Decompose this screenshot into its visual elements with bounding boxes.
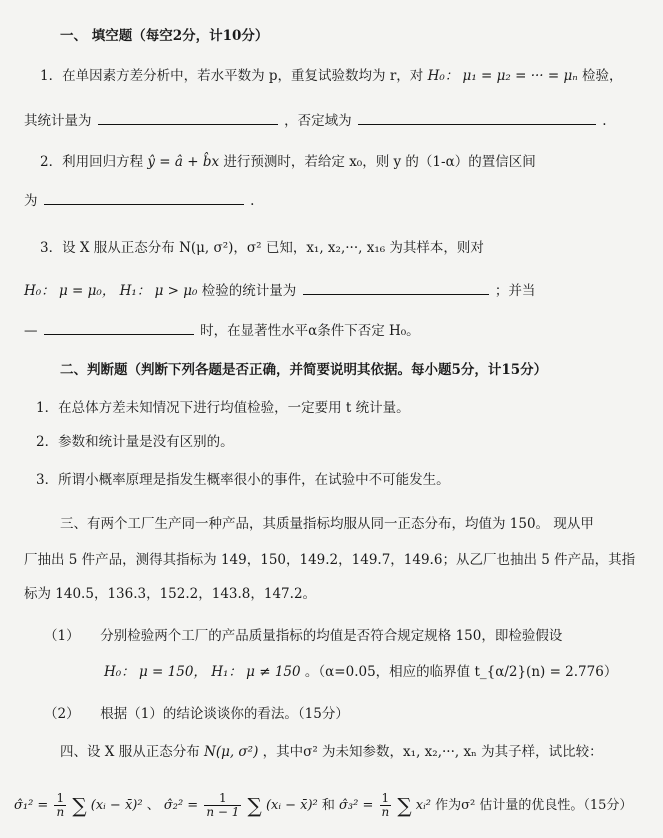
s4-line-1: [60, 742, 645, 762]
estimator-sep-1: 、: [146, 798, 160, 813]
section-2-heading: 二、判断题（判断下列各题是否正确，并简要说明其依据。每小题5分，计15分）: [60, 362, 548, 378]
s3-sub-2-text: 根据（1）的结论谈谈你的看法。（15分）: [100, 706, 349, 722]
estimator-1-frac: [54, 792, 66, 819]
estimator-3-sum: ∑: [397, 793, 412, 818]
estimator-2-lhs: σ̂₂² =: [163, 798, 199, 813]
s3-sub-1-hypothesis: H₀： μ = 150， H₁： μ ≠ 150: [104, 664, 301, 680]
estimator-2-sum: ∑: [247, 793, 262, 818]
q1-3-text-c: ；并当: [494, 283, 536, 299]
estimator-3-den: n: [381, 805, 390, 819]
estimator-3-frac: [380, 792, 392, 819]
estimator-2-frac: [204, 792, 241, 819]
s2-item-2: 2．参数和统计量是没有区别的。: [36, 434, 234, 450]
q1-1-blank-stat[interactable]: [98, 110, 278, 125]
estimator-2-term: (xᵢ − x̄)²: [265, 798, 318, 813]
s3-sub-1-line-1: [44, 626, 645, 646]
estimator-sep-2: 和: [321, 798, 335, 813]
q1-1-end: .: [602, 113, 607, 129]
s3-sub-1-note: 。（α=0.05，相应的临界值 t_{α/2}(n) = 2.776）: [304, 664, 618, 680]
q1-2-line-2: [24, 190, 645, 211]
estimator-1-den: n: [56, 805, 65, 819]
estimator-1-sum: ∑: [72, 793, 87, 818]
s3-line-1: 三、有两个工厂生产同一种产品，其质量指标均服从同一正态分布，均值为 150。 现从甲: [60, 516, 594, 532]
estimator-1-num: 1: [54, 792, 66, 806]
q1-1-line-1: [40, 66, 645, 86]
q1-2-label: 为: [24, 193, 38, 209]
s2-item-1: 1．在总体方差未知情况下进行均值检验，一定要用 t 统计量。: [36, 400, 410, 416]
s3-sub-1-label: （1）: [44, 628, 80, 644]
estimator-3-num: 1: [380, 792, 392, 806]
q1-1-text-a: 1．在单因素方差分析中，若水平数为 p，重复试验数均为 r，对: [40, 68, 424, 84]
q1-3-text-a: 3．设 X 服从正态分布 N(μ, σ²)，σ² 已知，x₁, x₂,···, x₁₆ 为其样本，则对: [40, 240, 484, 256]
s3-line-3: 标为 140.5，136.3，152.2，143.8，147.2。: [24, 586, 317, 602]
q1-2-equation: ŷ = â + b̂x: [147, 154, 220, 170]
q1-3-text-b: 检验的统计量为: [201, 283, 297, 299]
q1-2-blank[interactable]: [44, 190, 244, 205]
q1-1-hypothesis: H₀： μ₁ = μ₂ = ··· = μₙ: [427, 68, 578, 84]
q1-2-end: .: [250, 193, 255, 209]
s4-end: 作为σ² 估计量的优良性。（15分）: [435, 798, 633, 813]
q1-1-text-b: 检验，: [582, 68, 623, 84]
s3-line-2: 厂抽出 5 件产品，测得其指标为 149，150，149.2，149.7，149.6；从乙厂也抽出 5 件产品，其指: [24, 552, 636, 568]
q1-3-blank-stat[interactable]: [303, 280, 489, 295]
q1-3-line-2: [24, 280, 645, 301]
estimator-1-term: (xᵢ − x̄)²: [90, 798, 143, 813]
q1-3-text-d: 时，在显著性水平α条件下否定 H₀。: [200, 323, 420, 339]
s4-distribution: N(μ, σ²): [204, 744, 259, 760]
q1-3-dash: —: [24, 323, 38, 339]
s3-sub-2-label: （2）: [44, 706, 80, 722]
s2-item-3: 3．所谓小概率原理是指发生概率很小的事件，在试验中不可能发生。: [36, 472, 450, 488]
section-1-heading: 一、 填空题（每空2分，计10分）: [60, 28, 269, 44]
q1-1-line-2: [24, 110, 645, 131]
q1-2-line-1: [40, 152, 645, 172]
s3-sub-2: [44, 704, 645, 724]
estimator-3-term: xᵢ²: [415, 798, 431, 813]
estimator-2-den: n − 1: [206, 805, 240, 819]
s4-text-a: 四、设 X 服从正态分布: [60, 744, 200, 760]
q1-3-hypothesis: H₀： μ = μ₀， H₁： μ > μ₀: [24, 283, 198, 299]
q1-2-text-b: 进行预测时，若给定 x₀，则 y 的（1-α）的置信区间: [223, 154, 536, 170]
s3-sub-1-line-2: [104, 662, 645, 682]
q1-2-text-a: 2．利用回归方程: [40, 154, 144, 170]
estimator-3-lhs: σ̂₃² =: [339, 798, 374, 813]
s4-estimators-line: [14, 792, 645, 819]
s4-text-b: ，其中σ² 为未知参数，x₁, x₂,···, xₙ 为其子样，试比较：: [262, 744, 603, 760]
q1-3-blank-region[interactable]: [44, 320, 194, 335]
q1-1-blank-reject[interactable]: [358, 110, 596, 125]
q1-1-stat-label: 其统计量为: [24, 113, 92, 129]
estimator-2-num: 1: [204, 792, 241, 806]
q1-3-line-1: [40, 238, 645, 258]
q1-3-line-3: [24, 320, 645, 341]
estimator-1-lhs: σ̂₁² =: [14, 798, 49, 813]
q1-1-reject-label: ，否定域为: [284, 113, 352, 129]
s3-sub-1-text: 分别检验两个工厂的产品质量指标的均值是否符合规定规格 150，即检验假设: [100, 628, 563, 644]
